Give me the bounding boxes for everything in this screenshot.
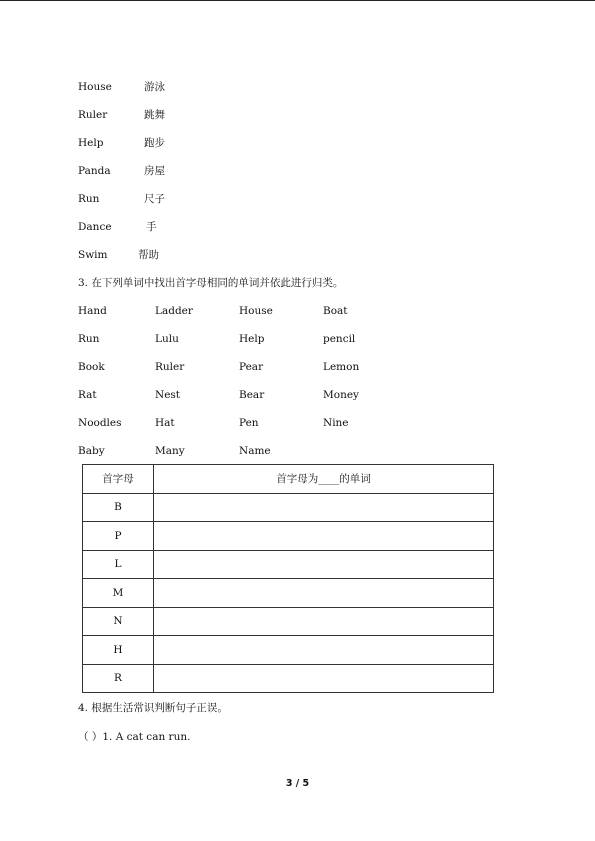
word: Baby [78,445,105,457]
word: Boat [323,305,348,317]
table-row [83,607,494,636]
word: Book [78,361,105,373]
initial-letter-cell: L [83,550,154,579]
question-4-item-1: （ ）1. A cat can run. [78,731,191,743]
word: Name [239,445,271,457]
match-chinese: 跑步 [144,137,165,149]
match-chinese: 跳舞 [144,109,165,121]
word: Ladder [155,305,193,317]
answer-cell[interactable] [154,493,494,522]
initial-letter-cell: N [83,607,154,636]
word: Ruler [155,361,185,373]
word: Noodles [78,417,122,429]
match-english: Swim [78,249,108,261]
word: Pen [239,417,259,429]
word: Help [239,333,265,345]
word: Many [155,445,185,457]
match-english: House [78,81,112,93]
word: Run [78,333,100,345]
word: Hat [155,417,175,429]
word: Pear [239,361,264,373]
table-row [83,522,494,551]
question-4-heading: 4. 根据生活常识判断句子正误。 [78,702,228,714]
answer-cell[interactable] [154,664,494,693]
match-english: Run [78,193,100,205]
answer-cell[interactable] [154,579,494,608]
initial-letter-cell: P [83,522,154,551]
match-chinese: 房屋 [144,165,165,177]
page-number: 3 / 5 [285,778,310,789]
table-row [83,664,494,693]
word: Lulu [155,333,179,345]
match-english: Dance [78,221,112,233]
word: Lemon [323,361,360,373]
table-row [83,636,494,665]
initial-letter-cell: H [83,636,154,665]
match-chinese: 帮助 [138,249,159,261]
match-chinese: 尺子 [144,193,165,205]
answer-cell[interactable] [154,636,494,665]
word: pencil [323,333,356,345]
word: Bear [239,389,265,401]
table-row [83,579,494,608]
table-header-row [83,465,494,494]
header-initial-letter: 首字母 [83,465,154,494]
match-chinese: 游泳 [144,81,165,93]
word: Rat [78,389,97,401]
header-words: 首字母为____的单词 [154,465,494,494]
initial-letter-cell: B [83,493,154,522]
word: Nest [155,389,181,401]
initial-letter-cell: R [83,664,154,693]
match-english: Panda [78,165,111,177]
word: House [239,305,273,317]
word: Money [323,389,359,401]
classification-table [82,464,494,693]
initial-letter-cell: M [83,579,154,608]
table-row [83,493,494,522]
match-english: Ruler [78,109,108,121]
match-english: Help [78,137,104,149]
question-3-heading: 3. 在下列单词中找出首字母相同的单词并依此进行归类。 [78,277,344,289]
top-rule [0,0,595,1]
answer-cell[interactable] [154,522,494,551]
word: Nine [323,417,349,429]
answer-cell[interactable] [154,607,494,636]
word: Hand [78,305,107,317]
table-row [83,550,494,579]
match-chinese: 手 [146,221,157,233]
answer-cell[interactable] [154,550,494,579]
